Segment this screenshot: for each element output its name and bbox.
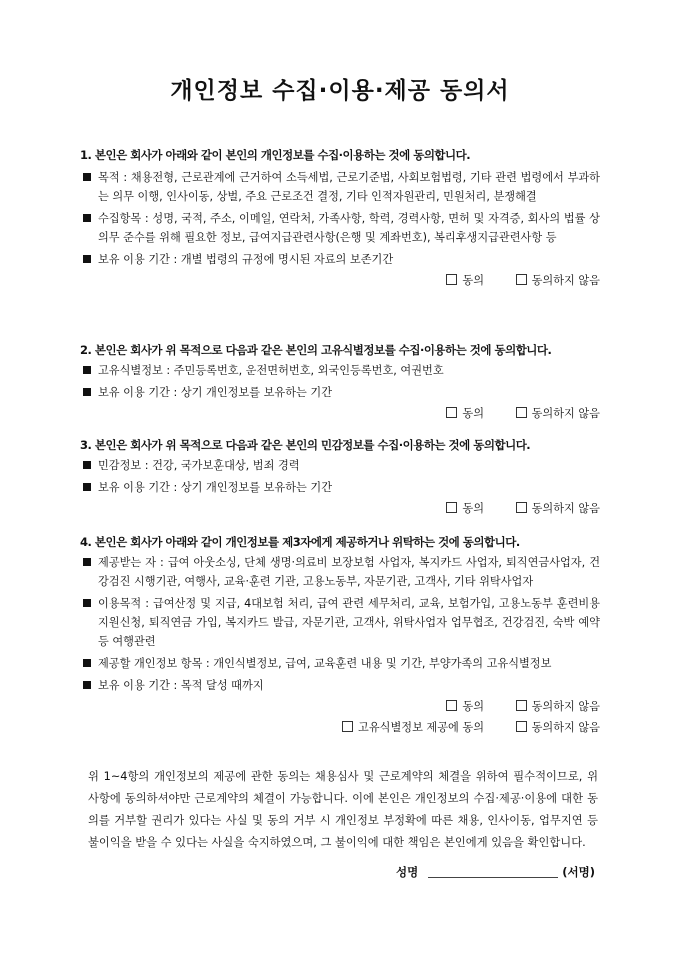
square-bullet-icon: [83, 255, 91, 263]
signature-suffix: (서명): [562, 865, 595, 879]
list-item: [80, 361, 600, 380]
checkbox-label: 동의: [462, 407, 485, 420]
checkbox-label: 동의: [462, 502, 485, 515]
checkbox-square-icon: [516, 502, 527, 513]
checkbox-label: 동의하지 않음: [531, 274, 600, 287]
list-item: [80, 456, 600, 475]
list-item: [80, 209, 600, 247]
checkbox-label: 동의: [462, 274, 485, 287]
consent-section-1: [80, 148, 600, 290]
item-text: 제공할 개인정보 항목 : 개인식별정보, 급여, 교육훈련 내용 및 기간, 부양가족의 고유식별정보: [98, 657, 552, 670]
disagree-checkbox[interactable]: [516, 405, 600, 423]
checkbox-square-icon: [516, 721, 527, 732]
checkbox-label: 동의하지 않음: [531, 721, 600, 734]
section-heading: 2. 본인은 회사가 위 목적으로 다음과 같은 본인의 고유식별정보를 수집·이용하는 것에 동의합니다.: [80, 343, 552, 357]
agree-checkbox[interactable]: [446, 698, 484, 716]
document-title: 개인정보 수집·이용·제공 동의서: [170, 78, 510, 104]
square-bullet-icon: [83, 214, 91, 222]
square-bullet-icon: [83, 388, 91, 396]
checkbox-square-icon: [446, 407, 457, 418]
square-bullet-icon: [83, 483, 91, 491]
consent-section-3: [80, 438, 600, 518]
item-text: 제공받는 자 : 급여 아웃소싱, 단체 생명·의료비 보장보험 사업자, 복지카드 사업자, 퇴직연금사업자, 건강검진 시행기관, 여행사, 교육·훈련 기관, 고용노동부, 자문기관, 고객사, 기타 위탁사업자: [98, 556, 600, 588]
item-text: 수집항목 : 성명, 국적, 주소, 이메일, 연락처, 가족사항, 학력, 경력사항, 면허 및 자격증, 회사의 법률 상 의무 준수를 위해 필요한 정보, 급여지급관련사항(은행 및 계좌번호), 복리후생지급관련사항 등: [98, 212, 600, 244]
checkbox-label: 동의: [462, 700, 485, 713]
checkbox-square-icon: [446, 700, 457, 711]
checkbox-square-icon: [516, 407, 527, 418]
consent-section-2: [80, 343, 600, 423]
item-text: 보유 이용 기간 : 목적 달성 때까지: [98, 679, 264, 692]
disagree-checkbox[interactable]: [516, 500, 600, 518]
section-heading: 1. 본인은 회사가 아래와 같이 본인의 개인정보를 수집·이용하는 것에 동의합니다.: [80, 148, 471, 162]
checkbox-label: 동의하지 않음: [531, 407, 600, 420]
square-bullet-icon: [83, 659, 91, 667]
section-heading: 3. 본인은 회사가 위 목적으로 다음과 같은 본인의 민감정보를 수집·이용하는 것에 동의합니다.: [80, 438, 531, 452]
item-text: 목적 : 채용전형, 근로관계에 근거하여 소득세법, 근로기준법, 사회보험법령, 기타 관련 법령에서 부과하는 의무 이행, 인사이동, 상벌, 주요 근로조건 결정, 기타 인적자원관리, 민원처리, 분쟁해결: [98, 171, 600, 203]
list-item: [80, 383, 600, 402]
square-bullet-icon: [83, 558, 91, 566]
square-bullet-icon: [83, 173, 91, 181]
consent-choices: [80, 698, 600, 716]
consent-choices: [80, 272, 600, 290]
checkbox-square-icon: [446, 502, 457, 513]
square-bullet-icon: [83, 599, 91, 607]
checkbox-square-icon: [446, 274, 457, 285]
list-item: [80, 250, 600, 269]
agree-checkbox[interactable]: [446, 272, 484, 290]
checkbox-square-icon: [516, 274, 527, 285]
item-text: 고유식별정보 : 주민등록번호, 운전면허번호, 외국인등록번호, 여권번호: [98, 364, 444, 377]
section-heading: 4. 본인은 회사가 아래와 같이 개인정보를 제3자에게 제공하거나 위탁하는 것에 동의합니다.: [80, 535, 520, 549]
unique-id-agree-checkbox[interactable]: [342, 719, 484, 737]
list-item: [80, 594, 600, 651]
agree-checkbox[interactable]: [446, 405, 484, 423]
unique-id-consent-choices: [80, 719, 600, 737]
checkbox-label: 고유식별정보 제공에 동의: [358, 721, 485, 734]
list-item: [80, 478, 600, 497]
list-item: [80, 168, 600, 206]
item-text: 보유 이용 기간 : 상기 개인정보를 보유하는 기간: [98, 481, 332, 494]
unique-id-disagree-checkbox[interactable]: [516, 719, 600, 737]
consent-choices: [80, 405, 600, 423]
closing-paragraph: 위 1~4항의 개인정보의 제공에 관한 동의는 채용심사 및 근로계약의 체결을 위하여 필수적이므로, 위 사항에 동의하셔야만 근로계약의 체결이 가능합니다. 이에 본인은 개인정보의 수집·제공·이용에 대한 동의를 거부할 권리가 있다는 사실 및 동의 거부 시 개인정보 부정확에 따른 채용, 인사이동, 업무지연 등 불이익을 받을 수 있다는 사실을 숙지하였으며, 그 불이익에 대한 책임은 본인에게 있음을 확인합니다.: [88, 770, 598, 849]
checkbox-label: 동의하지 않음: [531, 700, 600, 713]
item-text: 민감정보 : 건강, 국가보훈대상, 범죄 경력: [98, 459, 300, 472]
checkbox-label: 동의하지 않음: [531, 502, 600, 515]
list-item: [80, 676, 600, 695]
consent-choices: [80, 500, 600, 518]
list-item: [80, 654, 600, 673]
item-text: 보유 이용 기간 : 상기 개인정보를 보유하는 기간: [98, 386, 332, 399]
item-text: 보유 이용 기간 : 개별 법령의 규정에 명시된 자료의 보존기간: [98, 253, 394, 266]
signature-line[interactable]: [428, 877, 558, 878]
agree-checkbox[interactable]: [446, 500, 484, 518]
square-bullet-icon: [83, 366, 91, 374]
disagree-checkbox[interactable]: [516, 272, 600, 290]
disagree-checkbox[interactable]: [516, 698, 600, 716]
consent-section-4: [80, 535, 600, 737]
square-bullet-icon: [83, 681, 91, 689]
signature-label: 성명: [396, 865, 419, 879]
checkbox-square-icon: [342, 721, 353, 732]
square-bullet-icon: [83, 461, 91, 469]
checkbox-square-icon: [516, 700, 527, 711]
signature-row: [396, 865, 595, 879]
item-text: 이용목적 : 급여산정 및 지급, 4대보험 처리, 급여 관련 세무처리, 교육, 보험가입, 고용노동부 훈련비용 지원신청, 퇴직연금 가입, 복지카드 발급, 자문기관, 고객사, 위탁사업자 업무협조, 건강검진, 숙박 예약 등 여행관련: [98, 597, 600, 648]
list-item: [80, 553, 600, 591]
